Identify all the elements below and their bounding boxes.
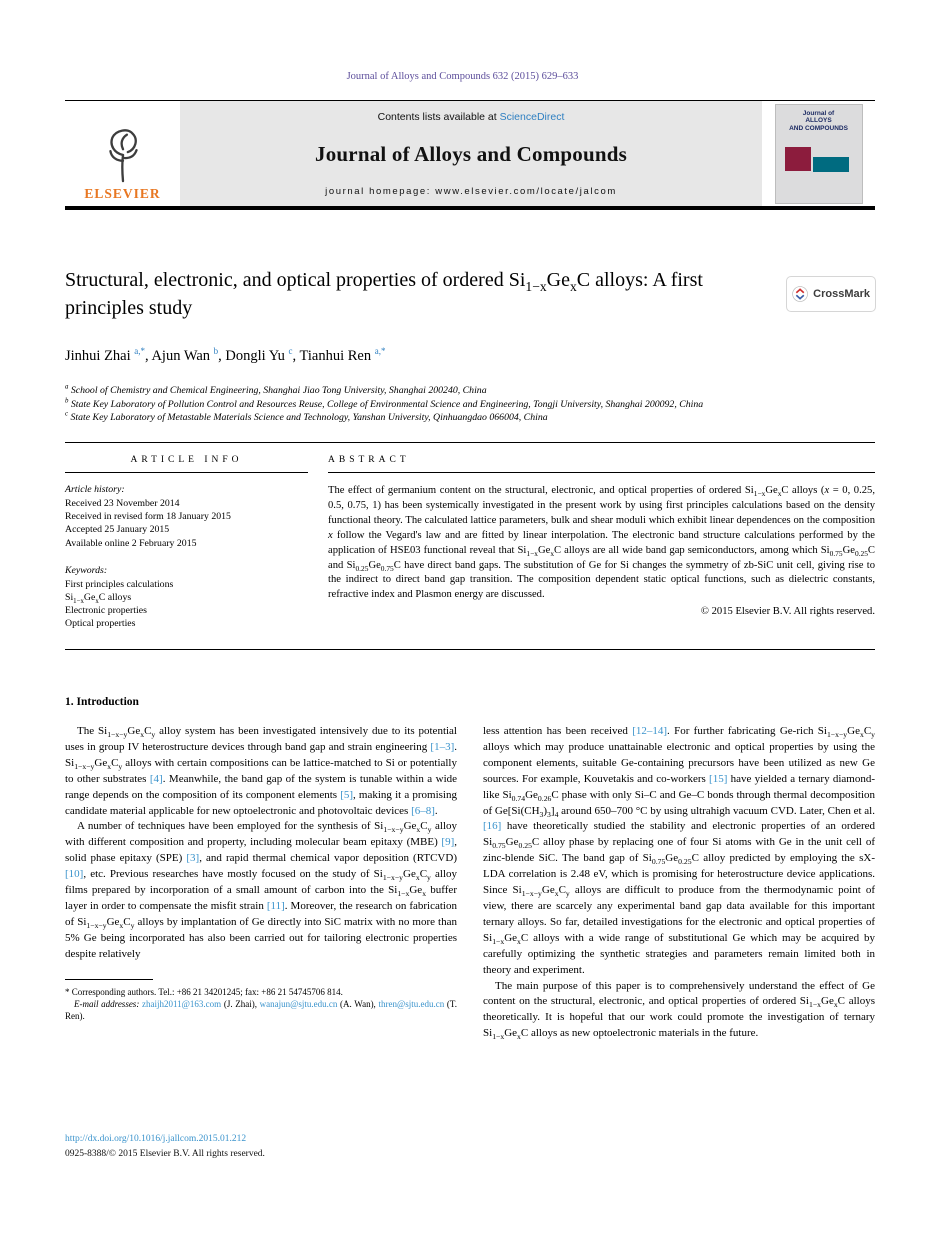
footnote-divider <box>65 979 153 980</box>
citation-link[interactable]: [4] <box>149 772 163 785</box>
journal-cover-thumbnail[interactable] <box>775 104 863 204</box>
citation-link[interactable]: [11] <box>266 899 285 912</box>
article-title: Structural, electronic, and optical properties of ordered $Si_{1-x}Ge_xC$ alloys: A first principles study <box>65 269 703 319</box>
citation-link[interactable]: [12–14] <box>632 725 668 737</box>
intro-paragraph-1: The $Si_{1-x-y}Ge_xC_y$ alloy system has been investigated intensively due to its potential uses in group IV heterostructure devices through band gap and strain engineering [1–3]. $Si_{1-x-y}Ge_xC_y$ alloys with certain compositions can be lattice-matched to Si or potentially to other substrates [4]. Meanwhile, the band gap of the system is tunable within a wide range depends on the composition of its component elements [5], making it a promising candidate material applicable for new optoelectronic and photovoltaic devices [6–8]. <box>65 725 458 817</box>
issn-copyright-line: 0925-8388/© 2015 Elsevier B.V. All rights reserved. <box>65 1149 265 1159</box>
keyword-item: Electronic properties <box>65 605 147 617</box>
contents-line <box>378 111 565 123</box>
intro-paragraph-2-continued: less attention has been received [12–14]. For further fabricating Ge-rich $Si_{1-x-y}Ge_xC_y$ alloys which may produce unattainable electronic and optical properties by using the component elements, suitable Ge-containing precursors have been utilized as new Ge sources. For example, Kouvetakis and co-workers [15] have yielded a ternary diamond-like $Si_{0.74}Ge_{0.26}C$ phase with only Si–C and Ge–C bonds through thermal decomposition of $Ge[Si(CH_3)_3]_4$ around 650–700 °C by using ultrahigh vacuum CVD. Later, Chen et al. [16] have theoretically studied the stability and electronic properties of an ordered $Si_{0.75}Ge_{0.25}C$ alloy phase by replacing one of four Si atoms with Ge in the unit cell of zinc-blende SiC. The band gap of $Si_{0.75}Ge_{0.25}C$ alloy predicted by employing the sX-LDA correlation is 2.48 eV, which is promising for heterostructure device applications. Since $Si_{1-x-y}Ge_xC_y$ alloys are difficult to produce from the thermodynamic point of view, there are scarcely any experimental band gap data available for this important ternary alloys. So far, detailed investigations for the electronic and optical properties of $Si_{1-x}Ge_xC$ alloys with a wide range of substitutional Ge which may be acquired by carefully optimizing the synthetic strategies and parameters remain limited both in theory and experiment. <box>483 725 875 976</box>
abstract-heading: ABSTRACT <box>328 455 875 473</box>
article-info-panel <box>65 455 308 631</box>
affiliation-b: $^b$ State Key Laboratory of Pollution Control and Resources Reuse, College of Environmental Science and Engineering, Tongji University, Shanghai 200092, China <box>65 397 704 410</box>
history-accepted: Accepted 25 January 2015 <box>65 524 170 536</box>
contents-line-text: Contents lists available at <box>377 111 500 123</box>
article-history-label: Article history: <box>65 484 125 495</box>
affiliation-a: $^a$ School of Chemistry and Chemical Engineering, Shanghai Jiao Tong University, Shanghai 200240, China <box>65 383 487 396</box>
cover-art-maroon-block <box>785 147 811 171</box>
masthead-center <box>180 101 762 206</box>
abstract-panel <box>328 455 875 631</box>
affiliations <box>65 384 875 425</box>
email-link[interactable]: wanajun@sjtu.edu.cn <box>259 998 338 1009</box>
cover-box <box>762 101 875 206</box>
history-received: Received 23 November 2014 <box>65 498 180 509</box>
keywords-label: Keywords: <box>65 564 108 576</box>
corresponding-author-note: * Corresponding authors. Tel.: +86 21 34201245; fax: +86 21 54745706 814. <box>65 986 343 997</box>
abstract-text: The effect of germanium content on the structural, electronic, and optical properties of ordered $Si_{1-x}Ge_xC$ alloys (x = 0, 0.25, 0.5, 0.75, 1) has been systemically investigated in the present work by using first principles calculations based on the density functional theory. The calculated lattice parameters, bulk and shear moduli which exhibit linear dependences on the composition x follow the Vegard's law and are fitted by linear interpolation. The electronic band structure calculations performed by the application of HSE03 functional reveal that $Si_{1-x}Ge_xC$ alloys are all wide band gap semiconductors, among which $Si_{0.75}Ge_{0.25}C$ and $Si_{0.25}Ge_{0.75}C$ have direct band gaps. The substitution of Ge for Si changes the symmetry of zb-SiC unit cell, giving rise to the indirect to direct band gap transition. The composition dependent static optical functions, such as dielectric constants, refractive index and Plasmon energy are discussed. <box>328 485 875 601</box>
author-list: Jinhui Zhai $^{a,*}$, Ajun Wan $^b$, Dongli Yu $^c$, Tianhui Ren $^{a,*}$ <box>65 346 386 364</box>
elsevier-logo[interactable] <box>65 101 180 206</box>
journal-citation-line: Journal of Alloys and Compounds 632 (2015) 629–633 <box>346 71 579 82</box>
keyword-item: $Si_{1-x}Ge_xC$ alloys <box>65 592 132 605</box>
crossmark-label: CrossMark <box>813 288 870 300</box>
section-heading-introduction: 1. Introduction <box>65 696 139 708</box>
sciencedirect-link[interactable]: ScienceDirect <box>499 111 565 123</box>
elsevier-wordmark: ELSEVIER <box>84 186 161 201</box>
cover-title-line3: AND COMPOUNDS <box>789 124 848 132</box>
history-available-online: Available online 2 February 2015 <box>65 537 197 549</box>
left-column <box>65 724 457 1042</box>
email-link[interactable]: zhaijh2011@163.com <box>141 998 222 1009</box>
journal-homepage-link[interactable]: journal homepage: www.elsevier.com/locate/jalcom <box>325 186 617 197</box>
cover-title-line2: ALLOYS <box>805 117 832 124</box>
keyword-item: Optical properties <box>65 618 136 630</box>
journal-masthead <box>65 100 875 210</box>
intro-paragraph-2: A number of techniques have been employed for the synthesis of $Si_{1-x-y}Ge_xC_y$ alloy with different composition and property, including molecular beam epitaxy (MBE) [9], solid phase epitaxy (SPE) [3], and rapid thermal chemical vapor deposition (RTCVD) [10], etc. Previous researches have mostly focused on the study of $Si_{1-x-y}Ge_xC_y$ alloy films prepared by incorporation of a small amount of carbon into the $Si_{1-x}Ge_x$ buffer layer in order to compensate the misfit strain [11]. Moreover, the research on fabrication of $Si_{1-x-y}Ge_xC_y$ alloys by implantation of Ge directly into SiC matrix with no more than 5% Ge being incorporated has also been carried out for tailoring electronic properties despite relatively <box>65 820 458 960</box>
citation-link[interactable]: [15] <box>709 772 728 785</box>
intro-paragraph-3: The main purpose of this paper is to comprehensively understand the effect of Ge content on the structural, electronic, and optical properties of ordered $Si_{1-x}Ge_xC$ alloys theoretically. It is hopeful that our work could promote the investigation of ternary $Si_{1-x}Ge_xC$ alloys as new optoelectronic materials in the future. <box>483 979 875 1042</box>
email-link[interactable]: thren@sjtu.edu.cn <box>378 998 445 1009</box>
citation-link[interactable]: [10] <box>65 868 84 881</box>
article-info-heading: ARTICLE INFO <box>65 455 308 473</box>
email-addresses-note: E-mail addresses: zhaijh2011@163.com (J. Zhai), wanajun@sjtu.edu.cn (A. Wan), thren@sjtu.edu.cn (T. Ren). <box>65 998 457 1022</box>
affiliation-c: $^c$ State Key Laboratory of Metastable Materials Science and Technology, Yanshan University, Qinhuangdao 066004, China <box>65 410 548 423</box>
doi-link[interactable]: http://dx.doi.org/10.1016/j.jallcom.2015.01.212 <box>65 1134 247 1144</box>
right-column <box>483 724 875 1042</box>
citation-link[interactable]: [3] <box>186 852 200 865</box>
abstract-copyright-line: © 2015 Elsevier B.V. All rights reserved. <box>700 606 875 618</box>
citation-link[interactable]: [1–3] <box>430 740 455 753</box>
citation-link[interactable]: [5] <box>340 788 354 801</box>
crossmark-badge[interactable] <box>786 276 876 312</box>
cover-title <box>776 105 862 133</box>
cover-art-teal-block <box>813 157 849 172</box>
info-abstract-section <box>65 442 875 650</box>
elsevier-tree-icon <box>100 126 146 184</box>
crossmark-icon <box>792 281 808 307</box>
citation-link[interactable]: [6–8] <box>411 804 435 817</box>
cover-art <box>785 147 849 172</box>
keyword-item: First principles calculations <box>65 578 174 590</box>
citation-link[interactable]: [16] <box>483 820 502 833</box>
body-columns <box>65 724 875 1042</box>
journal-title: Journal of Alloys and Compounds <box>315 142 627 166</box>
cover-title-line1: Journal of <box>802 109 835 117</box>
citation-link[interactable]: [9] <box>441 836 455 849</box>
history-revised: Received in revised form 18 January 2015 <box>65 511 231 523</box>
